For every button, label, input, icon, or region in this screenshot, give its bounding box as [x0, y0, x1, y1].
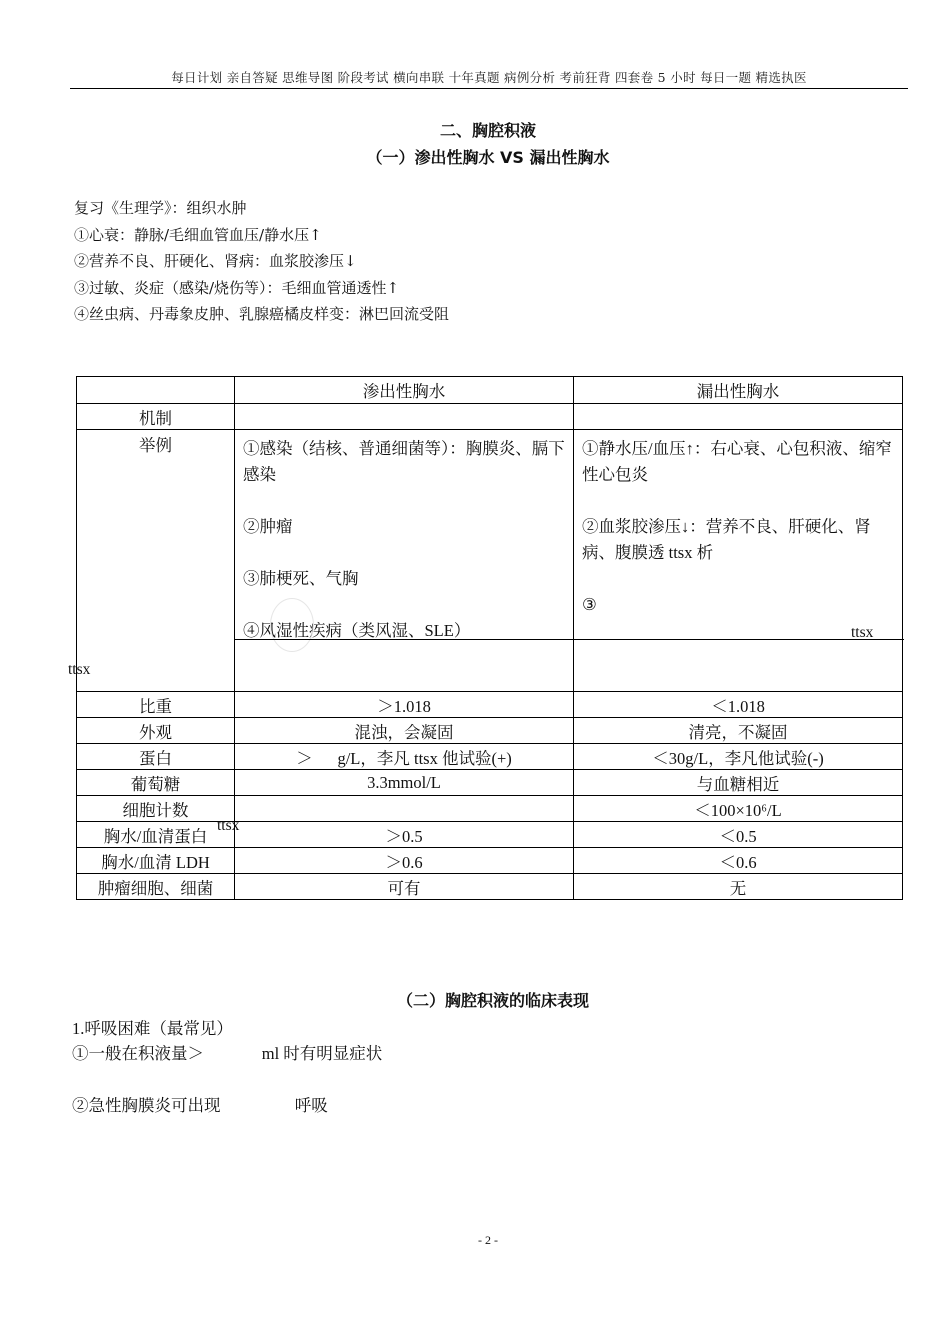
table-row [77, 848, 903, 874]
example-item: ②肿瘤 [243, 517, 293, 536]
table-row [77, 404, 903, 430]
row-label: 葡萄糖 [77, 770, 235, 796]
exudate-value [235, 796, 574, 822]
review-line: 复习《生理学》：组织水肿 [74, 199, 247, 217]
transudate-value: ＜100×10⁶/L [574, 796, 903, 822]
exudate-examples-cell [235, 430, 574, 692]
table-row [77, 692, 903, 718]
table-row [77, 874, 903, 900]
header-rule [70, 88, 908, 89]
table-row [77, 744, 903, 770]
row-label: 外观 [77, 718, 235, 744]
example-item: ③肺梗死、气胸 [243, 569, 359, 588]
row-label: 机制 [77, 404, 235, 430]
exudate-value: 3.3mmol/L [235, 770, 574, 796]
example-item: ②血浆胶渗压↓：营养不良、肝硬化、肾病、腹膜透 ttsx 析 [582, 517, 871, 562]
clinical-line: ①一般在积液量＞ ml 时有明显症状 [72, 1044, 383, 1063]
review-line: ①心衰：静脉/毛细血管血压/静水压↑ [74, 225, 322, 244]
example-item: ④风湿性疾病（类风湿、SLE） [243, 621, 471, 640]
page-header: 每日计划 亲自答疑 思维导图 阶段考试 横向串联 十年真题 病例分析 考前狂背 四套卷 5 小时 每日一题 精选执医 [171, 70, 807, 85]
row-label: 比重 [77, 692, 235, 718]
section2-title: （二）胸腔积液的临床表现 [396, 991, 589, 1010]
exudate-value: 可有 [235, 874, 574, 900]
example-item: ①静水压/血压↑：右心衰、心包积液、缩窄性心包炎 [582, 439, 892, 484]
table-row [77, 718, 903, 744]
transudate-value: ＜0.6 [574, 848, 903, 874]
comparison-table [76, 376, 903, 900]
exudate-value: ＞ g/L，李凡 ttsx 他试验(+) [235, 744, 574, 770]
page-number: - 2 - [478, 1233, 498, 1247]
row-label [77, 430, 235, 692]
transudate-value: ＜30g/L，李凡他试验(-) [574, 744, 903, 770]
stray-mark: ttsx [68, 661, 91, 678]
row-label: 肿瘤细胞、细菌 [77, 874, 235, 900]
review-line: ③过敏、炎症（感染/烧伤等）：毛细血管通透性↑ [74, 278, 400, 297]
table-header-cell: 渗出性胸水 [235, 377, 574, 404]
review-line: ④丝虫病、丹毒象皮肿、乳腺癌橘皮样变：淋巴回流受阻 [74, 305, 450, 323]
row-label: 胸水/血清 LDH [77, 848, 235, 874]
exudate-value: ＞0.5 [235, 822, 574, 848]
table-row [77, 770, 903, 796]
row-label: 蛋白 [77, 744, 235, 770]
transudate-value: 无 [574, 874, 903, 900]
example-item: ①感染（结核、普通细菌等）：胸膜炎、膈下感染 [243, 439, 565, 484]
table-cell [235, 404, 574, 430]
table-row [77, 796, 903, 822]
exudate-value: ＞1.018 [235, 692, 574, 718]
subsection-title: （一）渗出性胸水 VS 漏出性胸水 [366, 148, 610, 167]
transudate-value: ＜0.5 [574, 822, 903, 848]
stray-mark: ttsx [851, 624, 874, 641]
review-line: ②营养不良、肝硬化、肾病：血浆胶渗压↓ [74, 252, 357, 270]
row-label: 胸水/血清蛋白 [77, 822, 235, 848]
example-item: ③ [582, 595, 597, 614]
table-header-cell: 漏出性胸水 [574, 377, 903, 404]
table-cell [574, 404, 903, 430]
review-block [74, 195, 449, 328]
table-header-row [77, 377, 903, 404]
transudate-value: 清亮，不凝固 [574, 718, 903, 744]
table-row [77, 822, 903, 848]
row-label-text: 举例 [139, 436, 172, 455]
clinical-line: ②急性胸膜炎可出现 呼吸 [72, 1096, 328, 1115]
section-title: 二、胸腔积液 [439, 121, 536, 140]
table-row-examples [77, 430, 903, 692]
exudate-value: ＞0.6 [235, 848, 574, 874]
transudate-value: ＜1.018 [574, 692, 903, 718]
stray-mark: ttsx [217, 817, 240, 834]
row-label: 细胞计数 [77, 796, 235, 822]
transudate-value: 与血糖相近 [574, 770, 903, 796]
table-header-cell [77, 377, 235, 404]
exudate-value: 混浊，会凝固 [235, 718, 574, 744]
clinical-line: 1.呼吸困难（最常见） [72, 1019, 233, 1038]
